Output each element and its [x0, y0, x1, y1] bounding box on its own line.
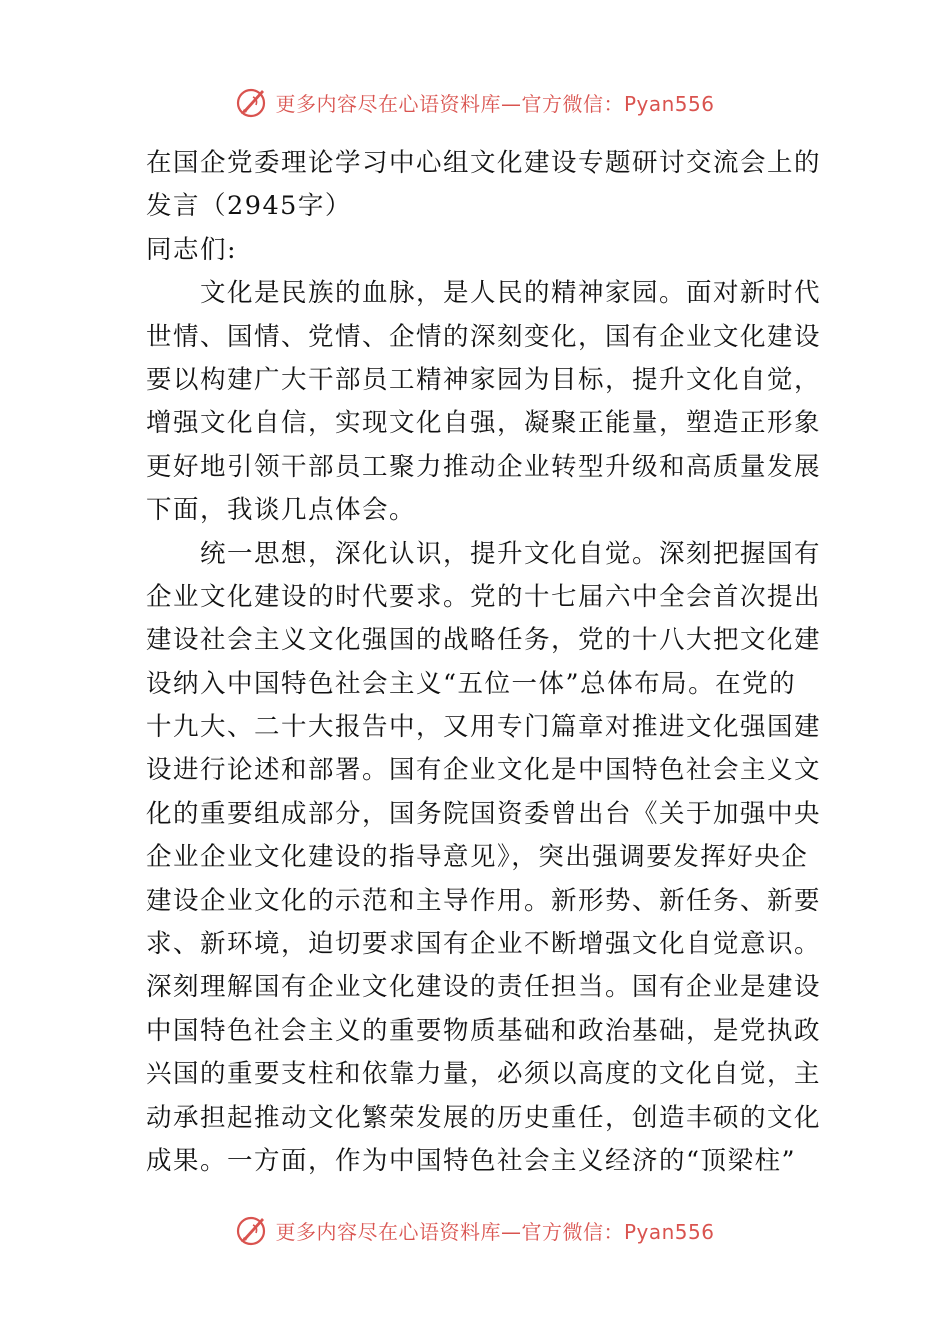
title-line-2: 发言（2945字）: [146, 191, 352, 222]
paragraph-line: 统一思想，深化认识，提升文化自觉。深刻把握国有: [200, 538, 822, 569]
paragraph-line: 要以构建广大干部员工精神家园为目标，提升文化自觉，: [146, 364, 822, 395]
paragraph-line: 中国特色社会主义的重要物质基础和政治基础，是党执政: [146, 1015, 822, 1046]
paragraph-line: 文化是民族的血脉，是人民的精神家园。面对新时代: [200, 278, 822, 309]
paragraph-line: 世情、国情、党情、企情的深刻变化，国有企业文化建设: [146, 321, 822, 352]
paragraph-line: 企业企业文化建设的指导意见》，突出强调要发挥好央企: [146, 842, 809, 873]
paragraph-line: 增强文化自信，实现文化自强，凝聚正能量，塑造正形象: [146, 408, 822, 439]
quill-logo-icon: [235, 85, 269, 119]
footer-banner: [0, 1210, 950, 1250]
paragraph-line: 下面，我谈几点体会。: [146, 495, 417, 526]
paragraph-line: 更好地引领干部员工聚力推动企业转型升级和高质量发展: [146, 451, 822, 482]
paragraph-line: 化的重要组成部分，国务院国资委曾出台《关于加强中央: [146, 798, 822, 829]
quill-logo-icon: [235, 1213, 269, 1247]
paragraph-line: 建设企业文化的示范和主导作用。新形势、新任务、新要: [146, 885, 822, 916]
footer-banner-text: 更多内容尽在心语资料库—官方微信：Pyan556: [275, 1219, 715, 1244]
header-banner-text: 更多内容尽在心语资料库—官方微信：Pyan556: [275, 91, 715, 116]
paragraph-line: 求、新环境，迫切要求国有企业不断增强文化自觉意识。: [146, 929, 822, 960]
salutation: 同志们:: [146, 234, 238, 265]
paragraph-line: 设纳入中国特色社会主义“五位一体”总体布局。在党的: [146, 668, 797, 699]
paragraph-line: 动承担起推动文化繁荣发展的历史重任，创造丰硕的文化: [146, 1102, 822, 1133]
paragraph-line: 设进行论述和部署。国有企业文化是中国特色社会主义文: [146, 755, 822, 786]
paragraph-line: 深刻理解国有企业文化建设的责任担当。国有企业是建设: [146, 972, 822, 1003]
paragraph-line: 企业文化建设的时代要求。党的十七届六中全会首次提出: [146, 581, 822, 612]
title-line-1: 在国企党委理论学习中心组文化建设专题研讨交流会上的: [146, 148, 822, 178]
paragraph-line: 建设社会主义文化强国的战略任务，党的十八大把文化建: [146, 625, 822, 656]
paragraph-line: 十九大、二十大报告中，又用专门篇章对推进文化强国建: [146, 712, 822, 743]
document-body: [146, 142, 822, 1183]
paragraph-line: 成果。一方面，作为中国特色社会主义经济的“顶梁柱”: [146, 1145, 797, 1176]
paragraph-line: 兴国的重要支柱和依靠力量，必须以高度的文化自觉，主: [146, 1059, 822, 1090]
header-banner: [0, 82, 950, 122]
